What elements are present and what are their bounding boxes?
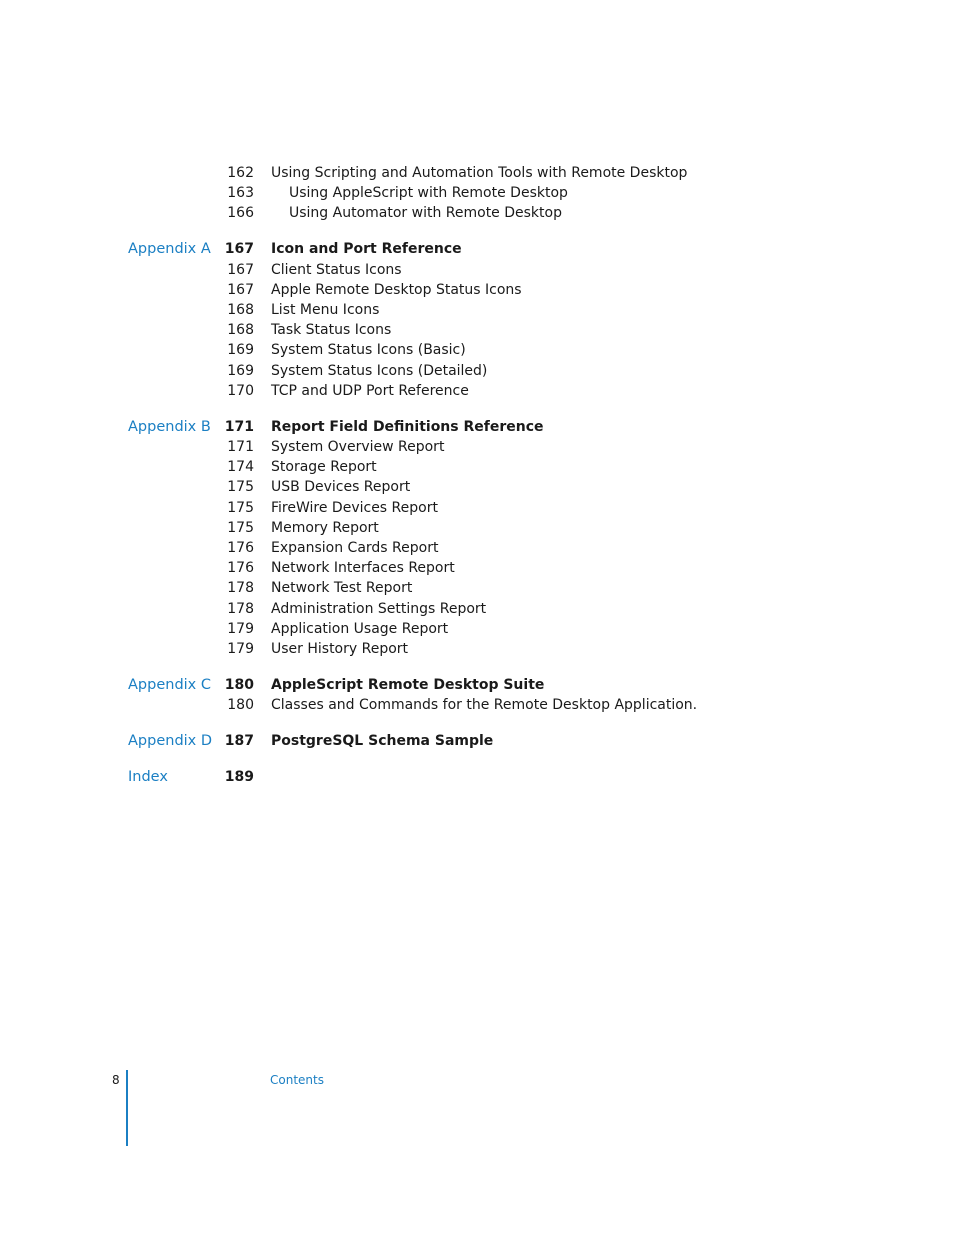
toc-entry-title[interactable]: User History Report <box>271 641 409 657</box>
toc-page-number: 180 <box>227 697 254 714</box>
toc-entry-title[interactable]: Using Scripting and Automation Tools with Remote Desktop <box>271 165 688 181</box>
toc-entry[interactable] <box>0 260 954 280</box>
footer-rule <box>126 1070 128 1146</box>
toc-entry[interactable] <box>0 437 954 457</box>
toc-page-number: 189 <box>224 769 254 786</box>
toc-entry[interactable] <box>0 361 954 381</box>
toc-entry[interactable] <box>0 639 954 659</box>
toc-page-number: 179 <box>227 620 254 637</box>
toc-entry-title[interactable]: Application Usage Report <box>271 620 449 637</box>
toc-page-number: 176 <box>227 540 254 556</box>
toc-section-heading[interactable] <box>0 767 954 787</box>
toc-section-label[interactable]: Appendix D <box>128 733 213 750</box>
toc-page-number: 178 <box>227 600 254 617</box>
toc-entry-title[interactable]: Report Field Definitions Reference <box>271 418 544 435</box>
footer-page-number: 8 <box>112 1073 120 1087</box>
toc-page-number: 169 <box>227 362 254 379</box>
toc-page-number: 175 <box>227 499 254 516</box>
toc-entry[interactable] <box>0 340 954 360</box>
toc-page-number: 167 <box>227 281 254 298</box>
toc-entry[interactable] <box>0 300 954 320</box>
toc-section-heading[interactable] <box>0 239 954 259</box>
toc-page-number: 167 <box>227 261 254 278</box>
toc-section-heading[interactable] <box>0 417 954 437</box>
toc-page-number: 170 <box>227 382 254 399</box>
toc-entry-title[interactable]: Expansion Cards Report <box>271 540 439 556</box>
toc-entry[interactable] <box>0 163 954 183</box>
toc-page-number: 180 <box>224 677 254 693</box>
toc-entry-title[interactable]: AppleScript Remote Desktop Suite <box>271 677 545 693</box>
toc-entry-title[interactable]: Classes and Commands for the Remote Desktop Application. <box>271 697 698 714</box>
toc-page-number: 187 <box>224 733 254 750</box>
toc-entry-title[interactable]: FireWire Devices Report <box>271 499 438 516</box>
toc-entry-title[interactable]: Using Automator with Remote Desktop <box>289 205 562 222</box>
toc-entry[interactable] <box>0 578 954 598</box>
toc-entry[interactable] <box>0 203 954 223</box>
toc-entry[interactable] <box>0 619 954 639</box>
toc-entry-title[interactable]: System Status Icons (Basic) <box>271 342 466 359</box>
toc-section-label[interactable]: Index <box>128 769 168 786</box>
toc-page-number: 171 <box>224 418 254 435</box>
toc-entry-title[interactable]: TCP and UDP Port Reference <box>271 382 469 399</box>
toc-page-number: 166 <box>227 205 254 222</box>
toc-entry[interactable] <box>0 538 954 558</box>
toc-entry-title[interactable]: Using AppleScript with Remote Desktop <box>289 185 568 202</box>
toc-page-number: 167 <box>224 241 254 258</box>
toc-entry[interactable] <box>0 558 954 578</box>
toc-entry-title[interactable]: Network Interfaces Report <box>271 560 455 577</box>
toc-section-label[interactable]: Appendix B <box>128 418 211 435</box>
toc-entry-title[interactable]: Memory Report <box>271 519 379 536</box>
toc-entry-title[interactable]: List Menu Icons <box>271 302 380 318</box>
toc-page-number: 168 <box>227 302 254 318</box>
toc-entry[interactable] <box>0 381 954 401</box>
toc-page-number: 163 <box>227 185 254 202</box>
toc-section-heading[interactable] <box>0 731 954 751</box>
toc-page-number: 176 <box>227 560 254 577</box>
toc-section-label[interactable]: Appendix C <box>128 677 211 693</box>
toc-page-number: 179 <box>227 641 254 657</box>
toc-page-number: 175 <box>227 519 254 536</box>
toc-page-number: 175 <box>227 479 254 496</box>
toc-entry-title[interactable]: Client Status Icons <box>271 261 402 278</box>
footer-chapter-title[interactable]: Contents <box>270 1073 324 1087</box>
toc-entry-title[interactable]: System Overview Report <box>271 439 445 455</box>
toc-entry-title[interactable]: Network Test Report <box>271 580 413 597</box>
toc-entry-title[interactable]: Apple Remote Desktop Status Icons <box>271 281 522 298</box>
toc-entry-title[interactable]: Administration Settings Report <box>271 600 487 617</box>
toc-entry-title[interactable]: PostgreSQL Schema Sample <box>271 733 494 750</box>
toc-entry[interactable] <box>0 280 954 300</box>
toc-entry-title[interactable]: Storage Report <box>271 459 377 476</box>
toc-page-number: 169 <box>227 342 254 359</box>
toc-entry[interactable] <box>0 695 954 715</box>
toc-entry-title[interactable]: Task Status Icons <box>271 322 392 339</box>
toc-entry-title[interactable]: System Status Icons (Detailed) <box>271 362 488 379</box>
toc-page-number: 162 <box>227 165 254 181</box>
toc-page-number: 178 <box>227 580 254 597</box>
toc-page-number: 171 <box>227 439 254 455</box>
toc-entry[interactable] <box>0 518 954 538</box>
toc-section-heading[interactable] <box>0 675 954 695</box>
toc-section-label[interactable]: Appendix A <box>128 241 211 258</box>
toc-entry[interactable] <box>0 320 954 340</box>
toc-entry-title[interactable]: USB Devices Report <box>271 479 411 496</box>
toc-entry-title[interactable]: Icon and Port Reference <box>271 241 462 258</box>
toc-entry[interactable] <box>0 183 954 203</box>
toc-entry[interactable] <box>0 599 954 619</box>
toc-entry[interactable] <box>0 477 954 497</box>
toc-entry[interactable] <box>0 457 954 477</box>
toc-page-number: 168 <box>227 322 254 339</box>
toc-entry[interactable] <box>0 498 954 518</box>
toc-page-number: 174 <box>227 459 254 476</box>
